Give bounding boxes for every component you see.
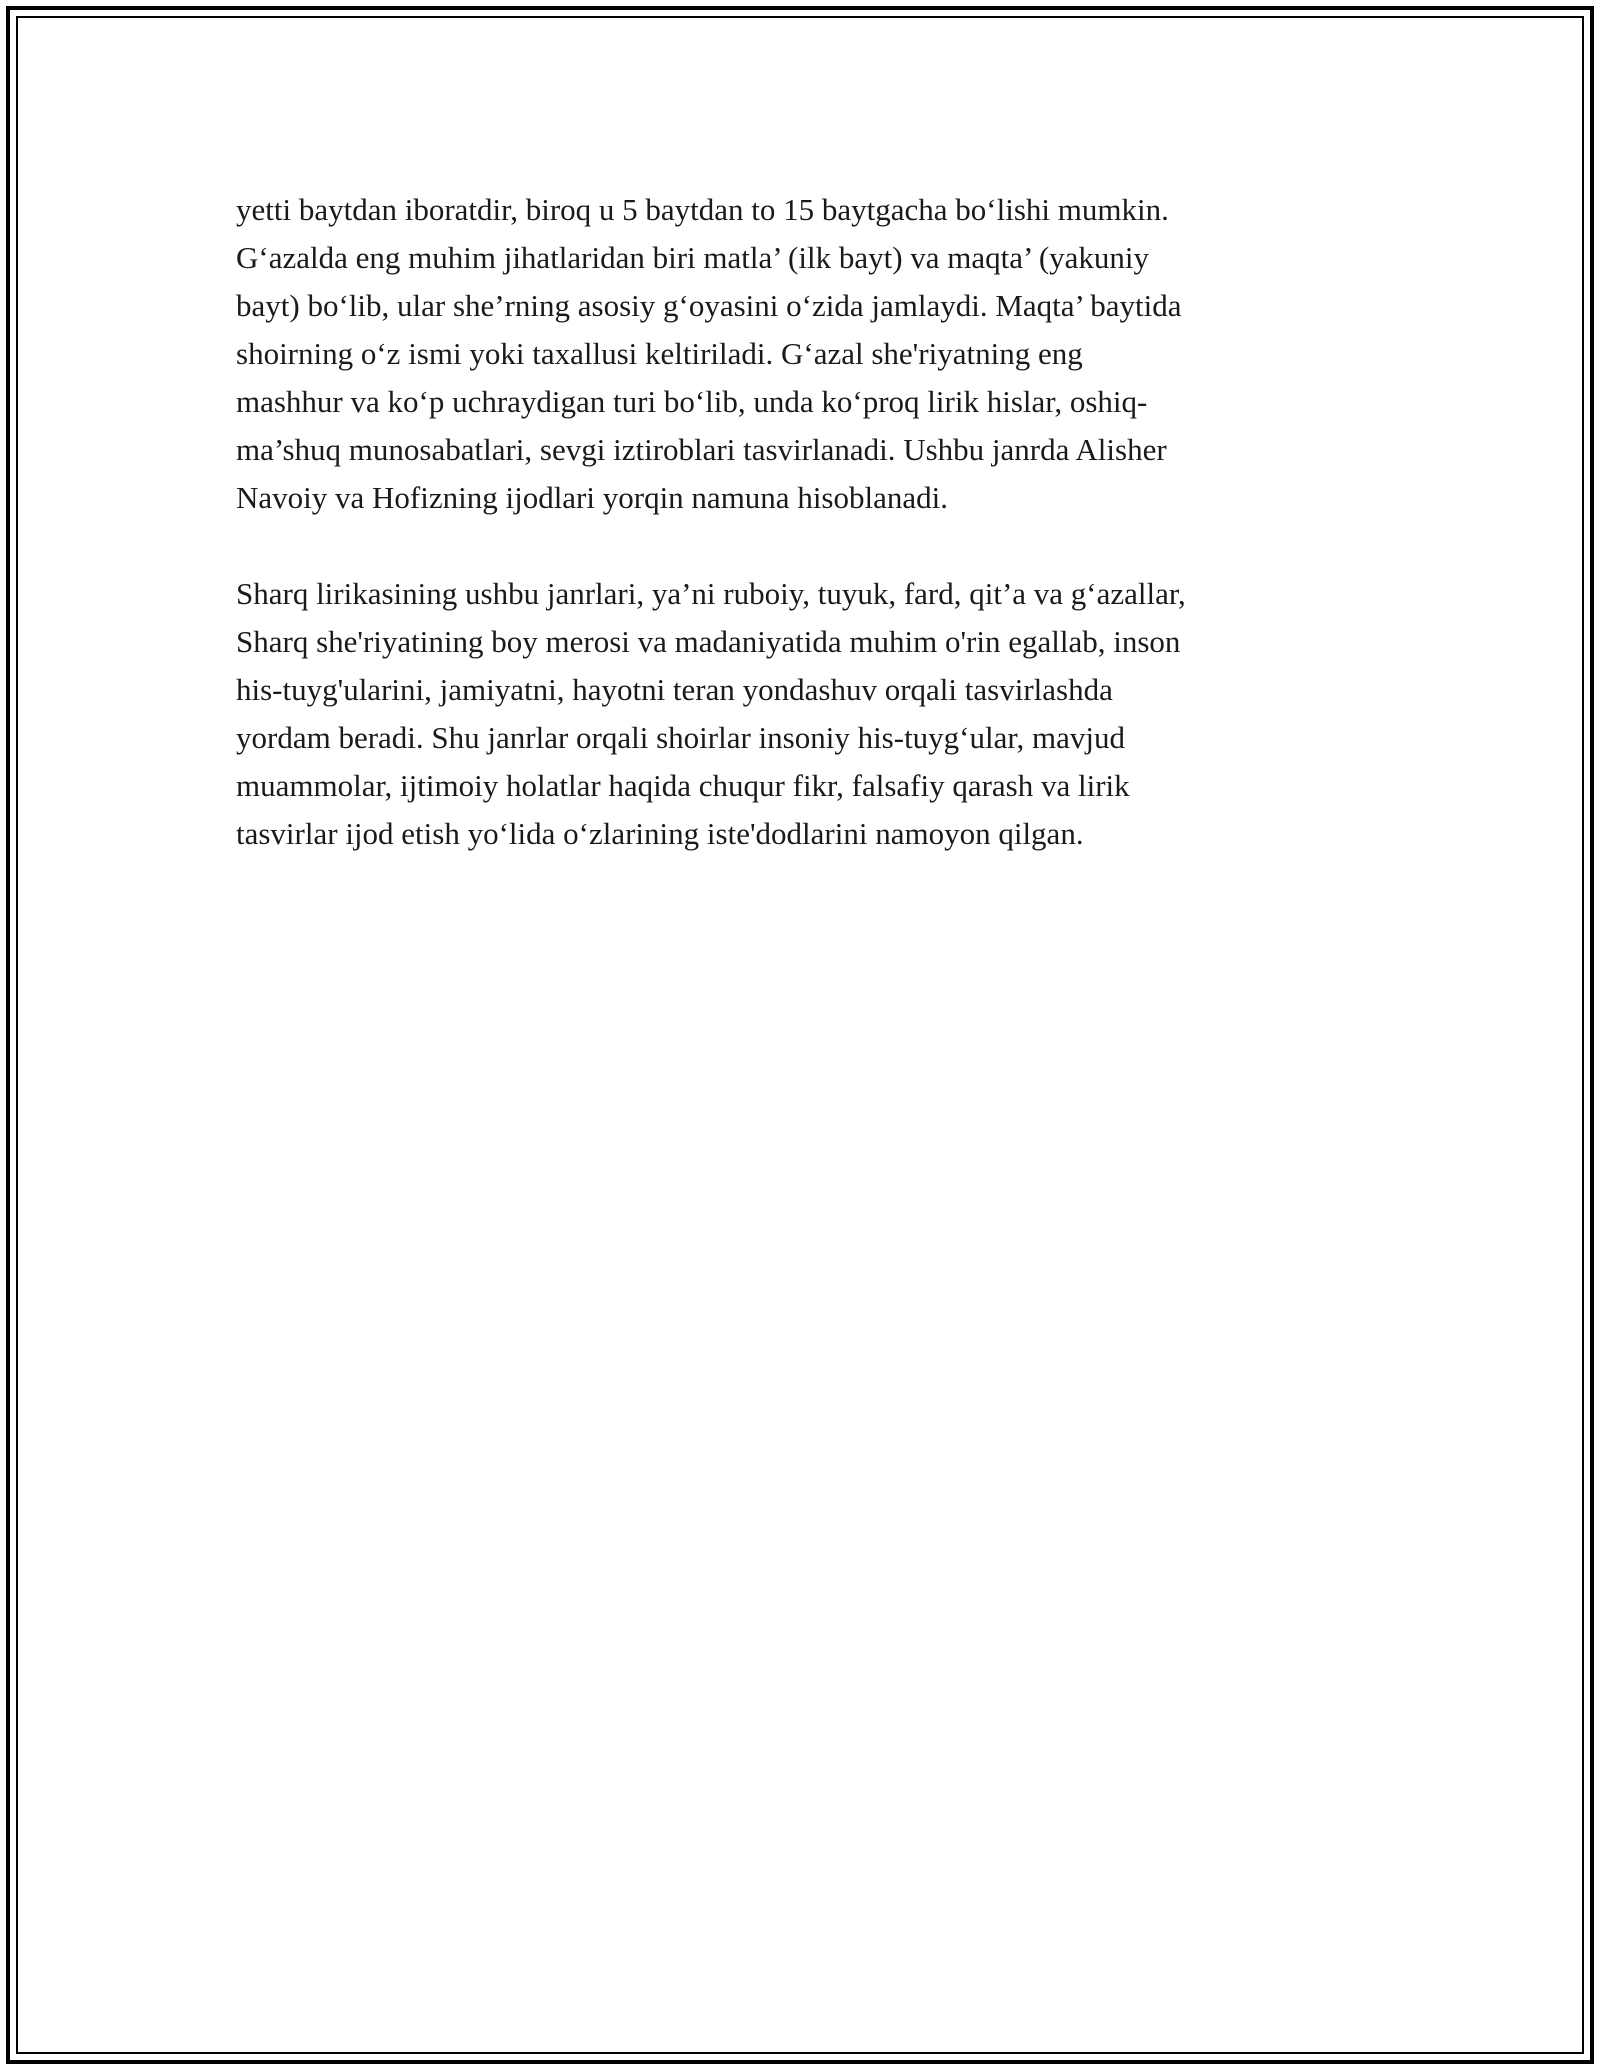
paragraph-line: tasvirlar ijod etish yo‘lida o‘zlarining iste'dodlarini namoyon qilgan. [236,816,1084,851]
paragraph-line: mashhur va ko‘p uchraydigan turi bo‘lib, unda ko‘proq lirik hislar, oshiq- [236,384,1148,419]
paragraph-spacer [236,522,1376,570]
document-body [236,186,1376,858]
paragraph-line: shoirning o‘z ismi yoki taxallusi keltiriladi. G‘azal she'riyatning eng [236,336,1083,371]
paragraph-line: bayt) bo‘lib, ular she’rning asosiy g‘oyasini o‘zida jamlaydi. Maqta’ baytida [236,288,1182,323]
paragraph-line: muammolar, ijtimoiy holatlar haqida chuqur fikr, falsafiy qarash va lirik [236,768,1130,803]
paragraph-line: yordam beradi. Shu janrlar orqali shoirlar insoniy his-tuyg‘ular, mavjud [236,720,1125,755]
paragraph-line: yetti baytdan iboratdir, biroq u 5 baytdan to 15 baytgacha bo‘lishi mumkin. [236,192,1169,227]
paragraph-1 [236,186,1376,522]
paragraph-line: Navoiy va Hofizning ijodlari yorqin namuna hisoblanadi. [236,480,948,515]
paragraph-line: ma’shuq munosabatlari, sevgi iztiroblari tasvirlanadi. Ushbu janrda Alisher [236,432,1167,467]
paragraph-2 [236,570,1376,858]
paragraph-line: his-tuyg'ularini, jamiyatni, hayotni teran yondashuv orqali tasvirlashda [236,672,1113,707]
paragraph-line: G‘azalda eng muhim jihatlaridan biri matla’ (ilk bayt) va maqta’ (yakuniy [236,240,1150,275]
paragraph-line: Sharq lirikasining ushbu janrlari, ya’ni ruboiy, tuyuk, fard, qit’a va g‘azallar, [236,576,1186,611]
paragraph-line: Sharq she'riyatining boy merosi va madaniyatida muhim o'rin egallab, inson [236,624,1181,659]
